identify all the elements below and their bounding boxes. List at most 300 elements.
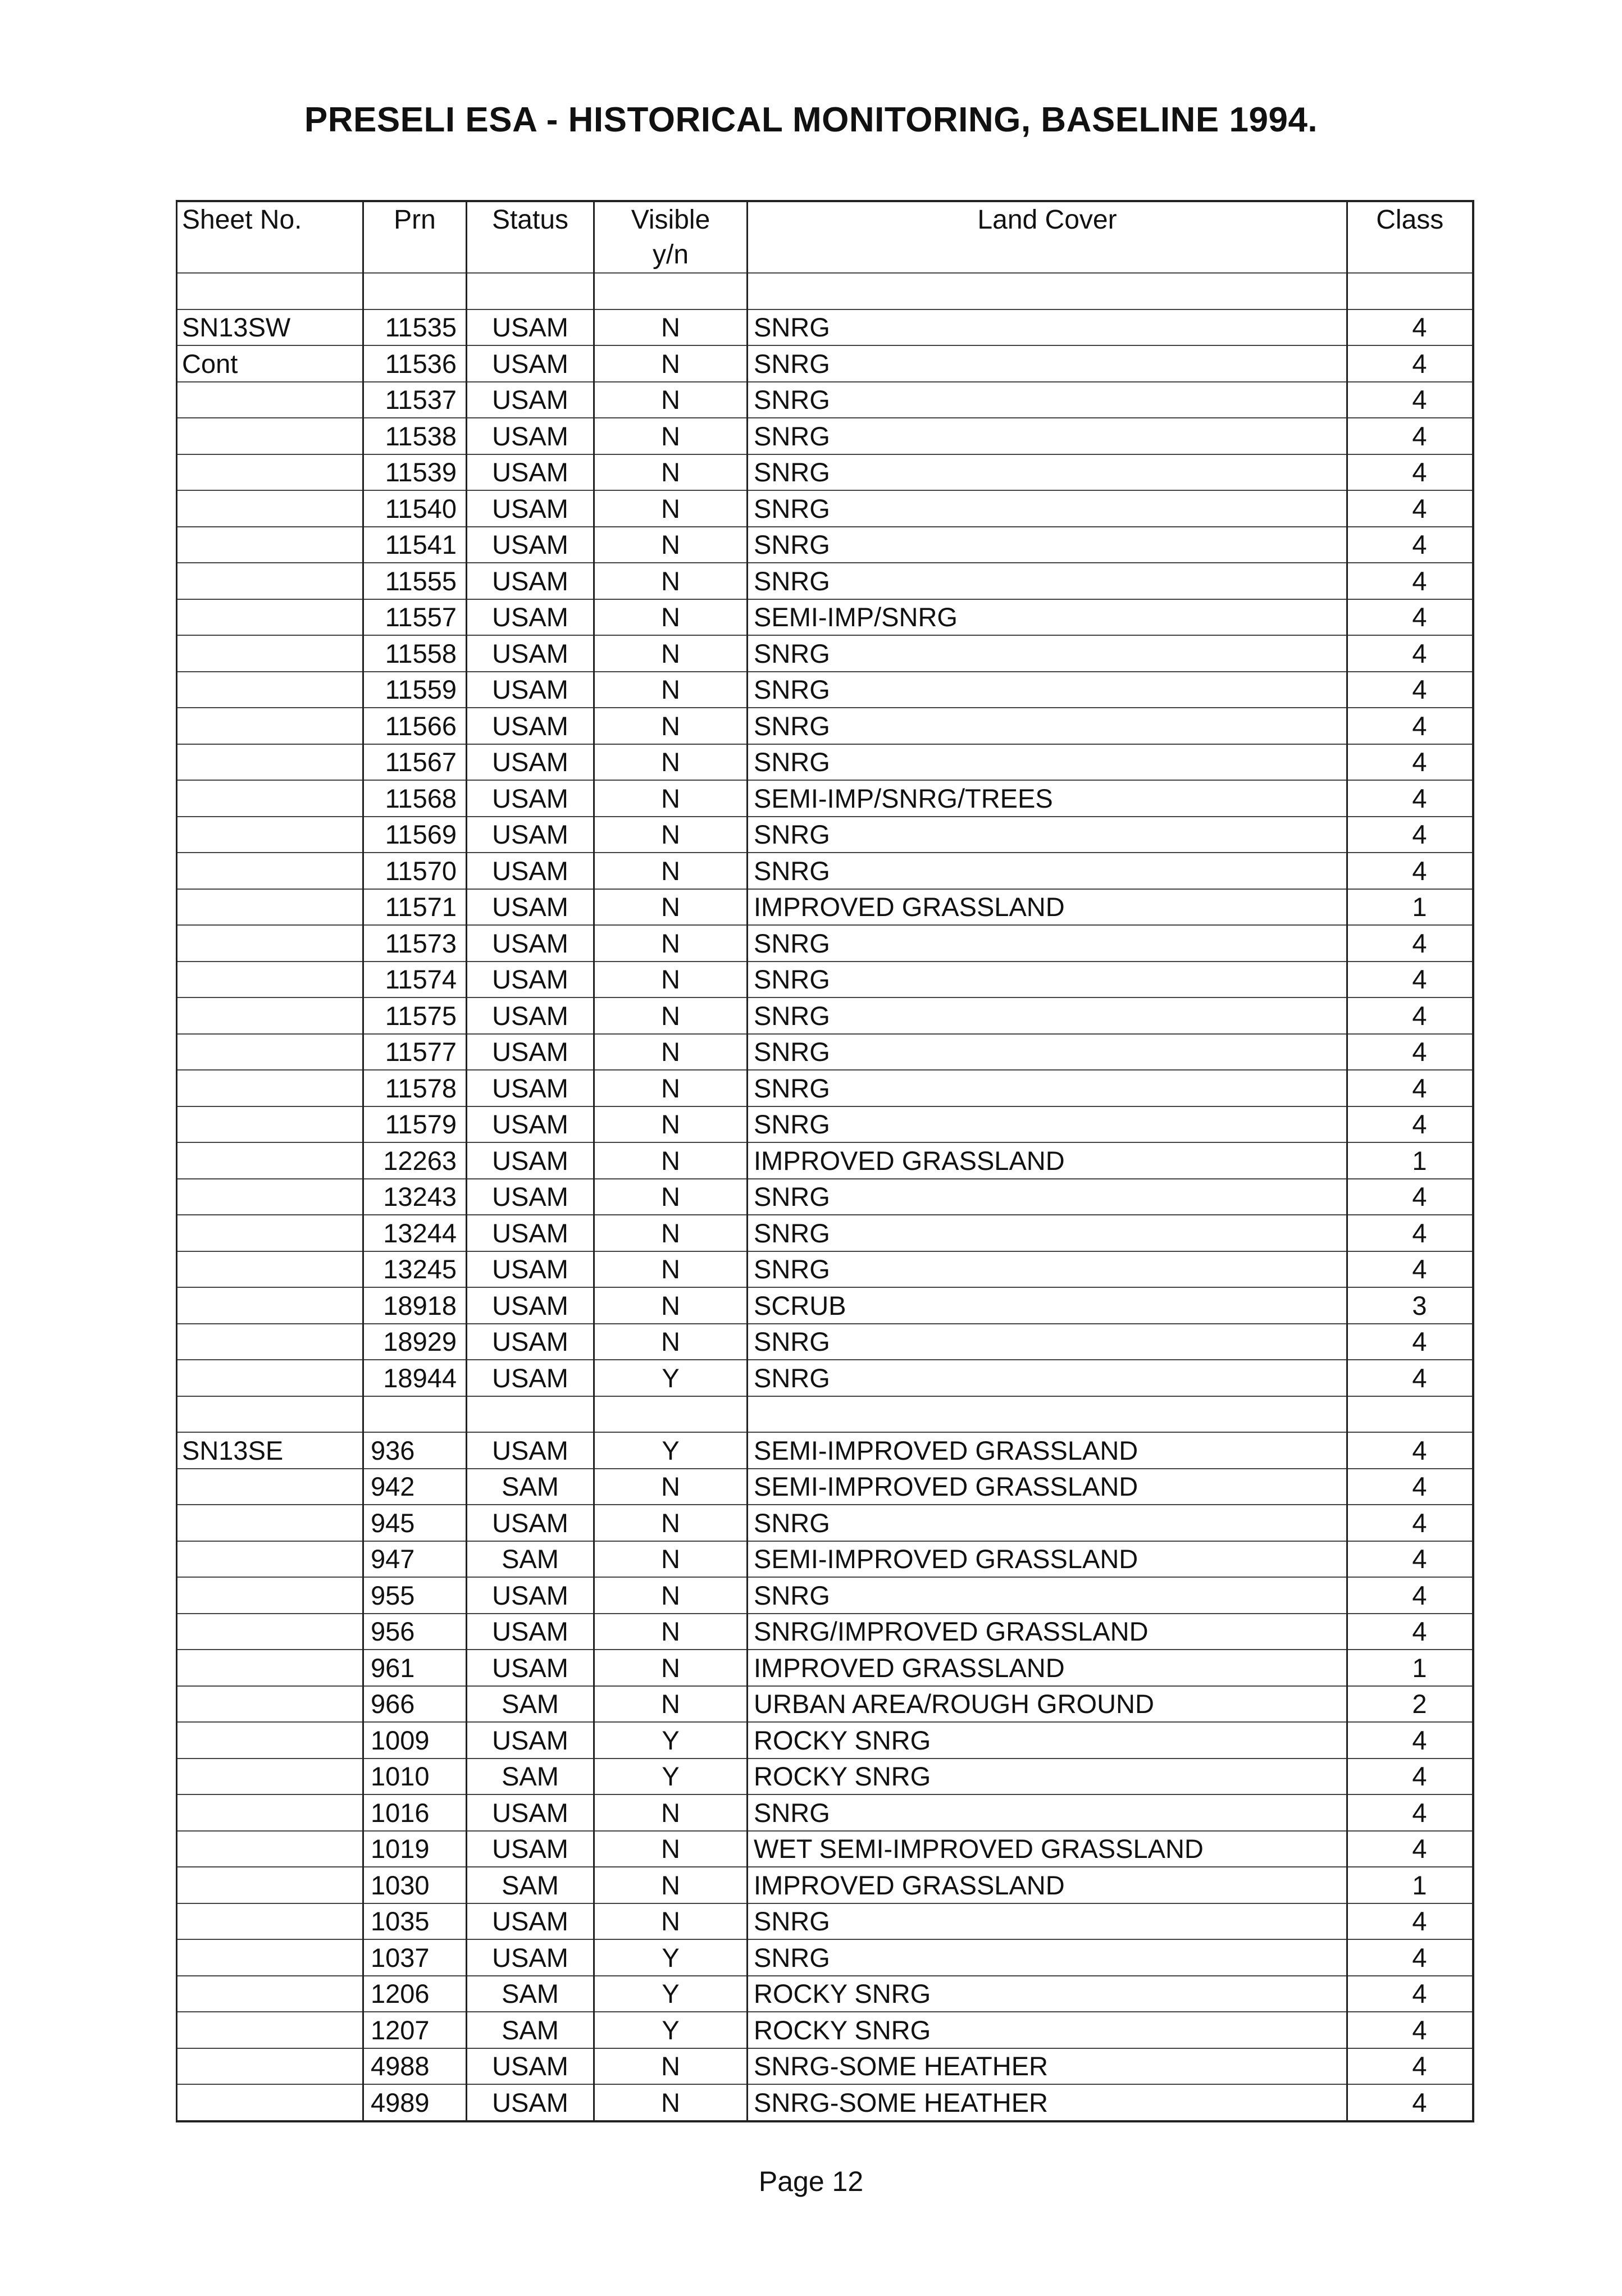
cell-visible: N bbox=[594, 1070, 748, 1106]
cell-sheet-no bbox=[177, 490, 363, 527]
cell-visible: N bbox=[594, 1142, 748, 1179]
cell-class: 4 bbox=[1347, 1034, 1473, 1070]
cell-sheet-no bbox=[177, 1976, 363, 2012]
cell-sheet-no bbox=[177, 2084, 363, 2121]
cell-land-cover: SNRG bbox=[748, 1903, 1347, 1940]
table-row bbox=[177, 273, 1473, 309]
cell-class: 4 bbox=[1347, 527, 1473, 563]
cell-status: USAM bbox=[467, 1070, 594, 1106]
cell-land-cover: SNRG bbox=[748, 1179, 1347, 1215]
cell-class: 4 bbox=[1347, 1106, 1473, 1143]
cell-prn: 945 bbox=[363, 1505, 467, 1541]
table-row bbox=[177, 1215, 1473, 1251]
subheader-prn bbox=[363, 238, 467, 274]
cell-sheet-no bbox=[177, 1106, 363, 1143]
cell-prn: 1206 bbox=[363, 1976, 467, 2012]
table-row bbox=[177, 997, 1473, 1034]
cell-visible: N bbox=[594, 1831, 748, 1867]
cell-land-cover: SNRG bbox=[748, 309, 1347, 346]
table-row bbox=[177, 889, 1473, 926]
cell-land-cover: SNRG bbox=[748, 1251, 1347, 1288]
cell-visible: N bbox=[594, 925, 748, 962]
cell-land-cover bbox=[748, 273, 1347, 309]
cell-status: USAM bbox=[467, 1360, 594, 1396]
cell-class: 4 bbox=[1347, 997, 1473, 1034]
subheader-status bbox=[467, 238, 594, 274]
cell-class: 4 bbox=[1347, 2084, 1473, 2121]
cell-visible: N bbox=[594, 1650, 748, 1686]
cell-land-cover: SNRG bbox=[748, 1939, 1347, 1976]
cell-sheet-no bbox=[177, 1867, 363, 1903]
table-row bbox=[177, 744, 1473, 781]
cell-land-cover: SNRG bbox=[748, 1215, 1347, 1251]
cell-status: USAM bbox=[467, 490, 594, 527]
cell-sheet-no bbox=[177, 1324, 363, 1360]
cell-prn bbox=[363, 1396, 467, 1433]
cell-status: USAM bbox=[467, 780, 594, 817]
cell-land-cover: ROCKY SNRG bbox=[748, 1722, 1347, 1759]
cell-status: SAM bbox=[467, 1759, 594, 1795]
cell-sheet-no bbox=[177, 563, 363, 599]
cell-status: USAM bbox=[467, 672, 594, 708]
table-row bbox=[177, 853, 1473, 889]
cell-status: SAM bbox=[467, 1976, 594, 2012]
cell-class: 4 bbox=[1347, 925, 1473, 962]
cell-land-cover: SNRG bbox=[748, 817, 1347, 853]
cell-visible: N bbox=[594, 1867, 748, 1903]
cell-prn: 947 bbox=[363, 1541, 467, 1578]
table-row bbox=[177, 708, 1473, 744]
cell-sheet-no bbox=[177, 599, 363, 636]
cell-class: 4 bbox=[1347, 490, 1473, 527]
cell-land-cover: SNRG bbox=[748, 1034, 1347, 1070]
cell-prn: 11570 bbox=[363, 853, 467, 889]
table-row bbox=[177, 1432, 1473, 1469]
cell-class bbox=[1347, 1396, 1473, 1433]
cell-land-cover: WET SEMI-IMPROVED GRASSLAND bbox=[748, 1831, 1347, 1867]
cell-prn: 961 bbox=[363, 1650, 467, 1686]
cell-land-cover: SEMI-IMPROVED GRASSLAND bbox=[748, 1469, 1347, 1505]
table-row bbox=[177, 527, 1473, 563]
table-row bbox=[177, 1142, 1473, 1179]
cell-status: SAM bbox=[467, 1867, 594, 1903]
cell-prn: 11578 bbox=[363, 1070, 467, 1106]
cell-sheet-no bbox=[177, 1831, 363, 1867]
cell-class: 4 bbox=[1347, 2048, 1473, 2085]
cell-sheet-no bbox=[177, 1577, 363, 1614]
cell-land-cover: SNRG bbox=[748, 1324, 1347, 1360]
cell-status: USAM bbox=[467, 563, 594, 599]
cell-class: 4 bbox=[1347, 1469, 1473, 1505]
cell-status: USAM bbox=[467, 708, 594, 744]
cell-class: 4 bbox=[1347, 962, 1473, 998]
cell-class: 4 bbox=[1347, 1939, 1473, 1976]
cell-visible: N bbox=[594, 744, 748, 781]
cell-visible: N bbox=[594, 490, 748, 527]
cell-class: 4 bbox=[1347, 454, 1473, 491]
cell-prn: 11569 bbox=[363, 817, 467, 853]
cell-land-cover: SNRG/IMPROVED GRASSLAND bbox=[748, 1614, 1347, 1650]
cell-visible: N bbox=[594, 1034, 748, 1070]
cell-visible: N bbox=[594, 780, 748, 817]
cell-sheet-no: Cont bbox=[177, 345, 363, 382]
cell-prn: 18918 bbox=[363, 1287, 467, 1324]
cell-prn: 11579 bbox=[363, 1106, 467, 1143]
cell-land-cover: ROCKY SNRG bbox=[748, 1759, 1347, 1795]
cell-class: 1 bbox=[1347, 1650, 1473, 1686]
cell-prn: 11567 bbox=[363, 744, 467, 781]
cell-land-cover: SNRG bbox=[748, 744, 1347, 781]
table-row bbox=[177, 599, 1473, 636]
cell-visible: N bbox=[594, 599, 748, 636]
cell-land-cover: IMPROVED GRASSLAND bbox=[748, 889, 1347, 926]
cell-class bbox=[1347, 273, 1473, 309]
cell-land-cover: SNRG bbox=[748, 672, 1347, 708]
cell-class: 4 bbox=[1347, 1179, 1473, 1215]
cell-prn: 11541 bbox=[363, 527, 467, 563]
cell-sheet-no bbox=[177, 382, 363, 418]
cell-land-cover: SNRG-SOME HEATHER bbox=[748, 2048, 1347, 2085]
cell-prn: 13245 bbox=[363, 1251, 467, 1288]
cell-prn: 1016 bbox=[363, 1794, 467, 1831]
cell-land-cover: SNRG bbox=[748, 1794, 1347, 1831]
table-subheader-row bbox=[177, 238, 1473, 274]
cell-status: USAM bbox=[467, 962, 594, 998]
cell-visible: N bbox=[594, 708, 748, 744]
cell-class: 2 bbox=[1347, 1686, 1473, 1723]
cell-status: USAM bbox=[467, 744, 594, 781]
table-row bbox=[177, 1179, 1473, 1215]
cell-status bbox=[467, 273, 594, 309]
cell-visible: N bbox=[594, 345, 748, 382]
cell-sheet-no bbox=[177, 1034, 363, 1070]
cell-visible: N bbox=[594, 1324, 748, 1360]
table-row bbox=[177, 817, 1473, 853]
header-status: Status bbox=[467, 201, 594, 238]
cell-prn: 1009 bbox=[363, 1722, 467, 1759]
cell-prn: 11539 bbox=[363, 454, 467, 491]
table-row bbox=[177, 1867, 1473, 1903]
cell-prn: 1010 bbox=[363, 1759, 467, 1795]
cell-visible: N bbox=[594, 817, 748, 853]
table-row bbox=[177, 672, 1473, 708]
header-visible: Visible bbox=[594, 201, 748, 238]
cell-status: USAM bbox=[467, 889, 594, 926]
cell-prn: 966 bbox=[363, 1686, 467, 1723]
cell-sheet-no bbox=[177, 1215, 363, 1251]
cell-class: 4 bbox=[1347, 2012, 1473, 2048]
cell-status: USAM bbox=[467, 1505, 594, 1541]
cell-prn: 942 bbox=[363, 1469, 467, 1505]
table-row bbox=[177, 780, 1473, 817]
cell-land-cover: SNRG bbox=[748, 1577, 1347, 1614]
cell-sheet-no bbox=[177, 925, 363, 962]
cell-status: USAM bbox=[467, 1614, 594, 1650]
cell-prn: 956 bbox=[363, 1614, 467, 1650]
cell-prn: 11538 bbox=[363, 418, 467, 454]
cell-class: 3 bbox=[1347, 1287, 1473, 1324]
cell-prn: 4989 bbox=[363, 2084, 467, 2121]
cell-sheet-no: SN13SW bbox=[177, 309, 363, 346]
cell-land-cover: SNRG bbox=[748, 1070, 1347, 1106]
table-row bbox=[177, 1903, 1473, 1940]
cell-land-cover: SNRG bbox=[748, 418, 1347, 454]
table-row bbox=[177, 1577, 1473, 1614]
cell-prn: 11558 bbox=[363, 635, 467, 672]
cell-visible: N bbox=[594, 1794, 748, 1831]
cell-class: 4 bbox=[1347, 853, 1473, 889]
cell-sheet-no bbox=[177, 997, 363, 1034]
cell-sheet-no bbox=[177, 780, 363, 817]
cell-class: 4 bbox=[1347, 1070, 1473, 1106]
cell-status: SAM bbox=[467, 1541, 594, 1578]
cell-land-cover: SEMI-IMP/SNRG/TREES bbox=[748, 780, 1347, 817]
cell-status: USAM bbox=[467, 997, 594, 1034]
cell-visible: N bbox=[594, 1686, 748, 1723]
cell-visible: N bbox=[594, 1287, 748, 1324]
table-row bbox=[177, 1469, 1473, 1505]
table-row bbox=[177, 925, 1473, 962]
cell-prn: 936 bbox=[363, 1432, 467, 1469]
cell-class: 4 bbox=[1347, 672, 1473, 708]
table-row bbox=[177, 1505, 1473, 1541]
cell-visible: N bbox=[594, 2048, 748, 2085]
header-sheet-no: Sheet No. bbox=[177, 201, 363, 238]
cell-status: USAM bbox=[467, 1831, 594, 1867]
cell-visible: Y bbox=[594, 1432, 748, 1469]
cell-status: USAM bbox=[467, 382, 594, 418]
table-row bbox=[177, 1034, 1473, 1070]
cell-sheet-no bbox=[177, 1360, 363, 1396]
table-row bbox=[177, 563, 1473, 599]
cell-sheet-no bbox=[177, 1179, 363, 1215]
cell-class: 4 bbox=[1347, 1577, 1473, 1614]
cell-prn bbox=[363, 273, 467, 309]
table-row bbox=[177, 1976, 1473, 2012]
table-row bbox=[177, 1106, 1473, 1143]
cell-class: 4 bbox=[1347, 1794, 1473, 1831]
cell-visible: N bbox=[594, 1903, 748, 1940]
cell-land-cover: ROCKY SNRG bbox=[748, 1976, 1347, 2012]
cell-status: USAM bbox=[467, 1903, 594, 1940]
cell-class: 4 bbox=[1347, 1324, 1473, 1360]
cell-sheet-no bbox=[177, 1686, 363, 1723]
cell-status: USAM bbox=[467, 1106, 594, 1143]
subheader-sheet-no bbox=[177, 238, 363, 274]
cell-land-cover: SNRG bbox=[748, 708, 1347, 744]
cell-prn: 4988 bbox=[363, 2048, 467, 2085]
cell-class: 4 bbox=[1347, 599, 1473, 636]
cell-status: USAM bbox=[467, 1179, 594, 1215]
cell-land-cover: URBAN AREA/ROUGH GROUND bbox=[748, 1686, 1347, 1723]
cell-class: 1 bbox=[1347, 1867, 1473, 1903]
cell-sheet-no bbox=[177, 1722, 363, 1759]
cell-status bbox=[467, 1396, 594, 1433]
table-row bbox=[177, 1324, 1473, 1360]
cell-land-cover bbox=[748, 1396, 1347, 1433]
cell-land-cover: SNRG bbox=[748, 1505, 1347, 1541]
cell-sheet-no bbox=[177, 1505, 363, 1541]
cell-prn: 1019 bbox=[363, 1831, 467, 1867]
cell-prn: 11575 bbox=[363, 997, 467, 1034]
cell-visible: N bbox=[594, 309, 748, 346]
cell-visible: N bbox=[594, 1541, 748, 1578]
cell-status: USAM bbox=[467, 925, 594, 962]
cell-class: 1 bbox=[1347, 889, 1473, 926]
cell-sheet-no bbox=[177, 1650, 363, 1686]
cell-class: 4 bbox=[1347, 744, 1473, 781]
cell-status: USAM bbox=[467, 527, 594, 563]
cell-visible: N bbox=[594, 635, 748, 672]
cell-land-cover: SCRUB bbox=[748, 1287, 1347, 1324]
cell-sheet-no bbox=[177, 635, 363, 672]
cell-visible: N bbox=[594, 853, 748, 889]
cell-status: USAM bbox=[467, 309, 594, 346]
cell-visible: N bbox=[594, 1577, 748, 1614]
cell-land-cover: IMPROVED GRASSLAND bbox=[748, 1650, 1347, 1686]
cell-class: 4 bbox=[1347, 1976, 1473, 2012]
cell-sheet-no bbox=[177, 1614, 363, 1650]
cell-visible: N bbox=[594, 454, 748, 491]
cell-visible bbox=[594, 1396, 748, 1433]
cell-class: 4 bbox=[1347, 345, 1473, 382]
cell-status: USAM bbox=[467, 345, 594, 382]
table-row bbox=[177, 382, 1473, 418]
cell-class: 4 bbox=[1347, 635, 1473, 672]
table-row bbox=[177, 1070, 1473, 1106]
table-row bbox=[177, 1396, 1473, 1433]
table-row bbox=[177, 1722, 1473, 1759]
cell-status: USAM bbox=[467, 1794, 594, 1831]
cell-status: USAM bbox=[467, 418, 594, 454]
table-row bbox=[177, 490, 1473, 527]
cell-sheet-no bbox=[177, 672, 363, 708]
cell-prn: 1207 bbox=[363, 2012, 467, 2048]
cell-status: SAM bbox=[467, 2012, 594, 2048]
cell-visible: N bbox=[594, 418, 748, 454]
cell-prn: 11555 bbox=[363, 563, 467, 599]
cell-prn: 11574 bbox=[363, 962, 467, 998]
cell-sheet-no bbox=[177, 962, 363, 998]
table-header-row bbox=[177, 201, 1473, 238]
cell-status: USAM bbox=[467, 2048, 594, 2085]
cell-status: USAM bbox=[467, 2084, 594, 2121]
cell-class: 4 bbox=[1347, 309, 1473, 346]
cell-class: 4 bbox=[1347, 817, 1473, 853]
cell-sheet-no bbox=[177, 1142, 363, 1179]
table-row bbox=[177, 418, 1473, 454]
cell-status: USAM bbox=[467, 1215, 594, 1251]
cell-visible: N bbox=[594, 1179, 748, 1215]
cell-status: USAM bbox=[467, 1251, 594, 1288]
cell-prn: 18929 bbox=[363, 1324, 467, 1360]
cell-prn: 11535 bbox=[363, 309, 467, 346]
cell-status: USAM bbox=[467, 1142, 594, 1179]
table-row bbox=[177, 1360, 1473, 1396]
cell-status: USAM bbox=[467, 1722, 594, 1759]
cell-sheet-no bbox=[177, 418, 363, 454]
cell-land-cover: SNRG bbox=[748, 345, 1347, 382]
cell-class: 4 bbox=[1347, 1251, 1473, 1288]
cell-visible: N bbox=[594, 382, 748, 418]
cell-land-cover: SNRG bbox=[748, 1360, 1347, 1396]
header-land-cover: Land Cover bbox=[748, 201, 1347, 238]
cell-status: USAM bbox=[467, 853, 594, 889]
cell-visible: N bbox=[594, 563, 748, 599]
cell-class: 4 bbox=[1347, 1360, 1473, 1396]
cell-land-cover: SNRG bbox=[748, 997, 1347, 1034]
cell-status: USAM bbox=[467, 1650, 594, 1686]
cell-visible: N bbox=[594, 1215, 748, 1251]
cell-sheet-no bbox=[177, 2048, 363, 2085]
cell-status: USAM bbox=[467, 1324, 594, 1360]
cell-class: 4 bbox=[1347, 563, 1473, 599]
cell-prn: 1035 bbox=[363, 1903, 467, 1940]
table-row bbox=[177, 1831, 1473, 1867]
cell-land-cover: SNRG bbox=[748, 454, 1347, 491]
monitoring-table bbox=[176, 200, 1474, 2122]
cell-prn: 11566 bbox=[363, 708, 467, 744]
subheader-land-cover bbox=[748, 238, 1347, 274]
cell-prn: 955 bbox=[363, 1577, 467, 1614]
cell-sheet-no bbox=[177, 1541, 363, 1578]
cell-status: USAM bbox=[467, 635, 594, 672]
cell-prn: 11559 bbox=[363, 672, 467, 708]
cell-class: 4 bbox=[1347, 708, 1473, 744]
cell-land-cover: SNRG bbox=[748, 382, 1347, 418]
cell-land-cover: SNRG bbox=[748, 635, 1347, 672]
cell-prn: 13243 bbox=[363, 1179, 467, 1215]
cell-prn: 13244 bbox=[363, 1215, 467, 1251]
table-row bbox=[177, 1287, 1473, 1324]
header-class: Class bbox=[1347, 201, 1473, 238]
table-row bbox=[177, 2012, 1473, 2048]
cell-sheet-no bbox=[177, 1903, 363, 1940]
cell-sheet-no bbox=[177, 744, 363, 781]
cell-class: 4 bbox=[1347, 418, 1473, 454]
table-row bbox=[177, 1794, 1473, 1831]
table-row bbox=[177, 1939, 1473, 1976]
cell-land-cover: SNRG bbox=[748, 853, 1347, 889]
cell-sheet-no: SN13SE bbox=[177, 1432, 363, 1469]
cell-visible: Y bbox=[594, 1939, 748, 1976]
cell-sheet-no bbox=[177, 1396, 363, 1433]
table-row bbox=[177, 1541, 1473, 1578]
cell-prn: 11573 bbox=[363, 925, 467, 962]
cell-status: USAM bbox=[467, 1577, 594, 1614]
cell-prn: 1037 bbox=[363, 1939, 467, 1976]
cell-status: USAM bbox=[467, 1432, 594, 1469]
page-title: PRESELI ESA - HISTORICAL MONITORING, BASELINE 1994. bbox=[304, 101, 1318, 139]
cell-class: 4 bbox=[1347, 1831, 1473, 1867]
cell-status: USAM bbox=[467, 817, 594, 853]
cell-sheet-no bbox=[177, 273, 363, 309]
header-visible-yn: y/n bbox=[594, 238, 748, 274]
table-row bbox=[177, 309, 1473, 346]
table-row bbox=[177, 2084, 1473, 2121]
table-row bbox=[177, 962, 1473, 998]
cell-land-cover: SEMI-IMPROVED GRASSLAND bbox=[748, 1432, 1347, 1469]
cell-prn: 11568 bbox=[363, 780, 467, 817]
cell-class: 4 bbox=[1347, 780, 1473, 817]
table-row bbox=[177, 2048, 1473, 2085]
cell-class: 1 bbox=[1347, 1142, 1473, 1179]
cell-sheet-no bbox=[177, 1939, 363, 1976]
cell-visible: N bbox=[594, 527, 748, 563]
cell-prn: 12263 bbox=[363, 1142, 467, 1179]
cell-class: 4 bbox=[1347, 1614, 1473, 1650]
subheader-class bbox=[1347, 238, 1473, 274]
